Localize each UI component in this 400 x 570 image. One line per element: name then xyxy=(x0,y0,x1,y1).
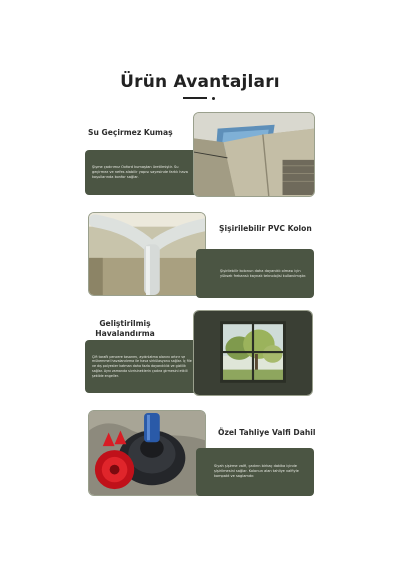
feature-heading-waterproof: Su Geçirmez Kumaş xyxy=(88,128,173,137)
feature-description-valve: Siyah şişirme valfi, çadırın birkaç dakika içinde şişirilmesini sağlar. Kolonun alan tahliye valfiyle kompakt ve saglamdır. xyxy=(214,464,299,479)
feature-description-waterproof: Şişme çadırımız Oxford kumaştan üretilmiştir. Su geçirmez ve nefes alabilir yapısı sayesinde farklı hava koşullarında konfor sağlar. xyxy=(92,164,188,180)
feature-description-ventilation: Çift taraflı pencere tasarımı, aydınlatma alanını artırır ve mükemmel havalandırma ile hava sirkülasyonu sağlar. İç file ve dış polyester katman daha fazla dayanıklılık ve gizlilik sağlar. Aynı zamanda sivrisineklerin çadıra girmesini etkili şekilde engeller. xyxy=(92,354,192,378)
feature-card-pvc-column xyxy=(196,249,314,298)
feature-heading-pvc-column: Şişirilebilir PVC Kolon xyxy=(219,224,312,233)
feature-card-ventilation xyxy=(85,340,206,393)
inflatable-pvc-column-photo xyxy=(88,212,206,296)
deflation-valve-photo xyxy=(88,410,206,496)
title-dot xyxy=(212,97,215,100)
tent-window-photo xyxy=(193,310,313,396)
feature-card-valve xyxy=(196,448,314,496)
page-title: Ürün Avantajları xyxy=(120,72,280,92)
title-underline xyxy=(183,97,207,99)
feature-description-pvc-column: Şişirilebilir kolonun daha dayanıklı olması için yüksek frekanslı kaynak teknolojisi kullanılmıştır. xyxy=(220,268,307,278)
feature-heading-valve: Özel Tahliye Valfi Dahil xyxy=(218,428,316,437)
feature-heading-ventilation: Geliştirilmiş Havalandırma xyxy=(95,319,155,338)
tent-fabric-photo xyxy=(193,112,315,197)
